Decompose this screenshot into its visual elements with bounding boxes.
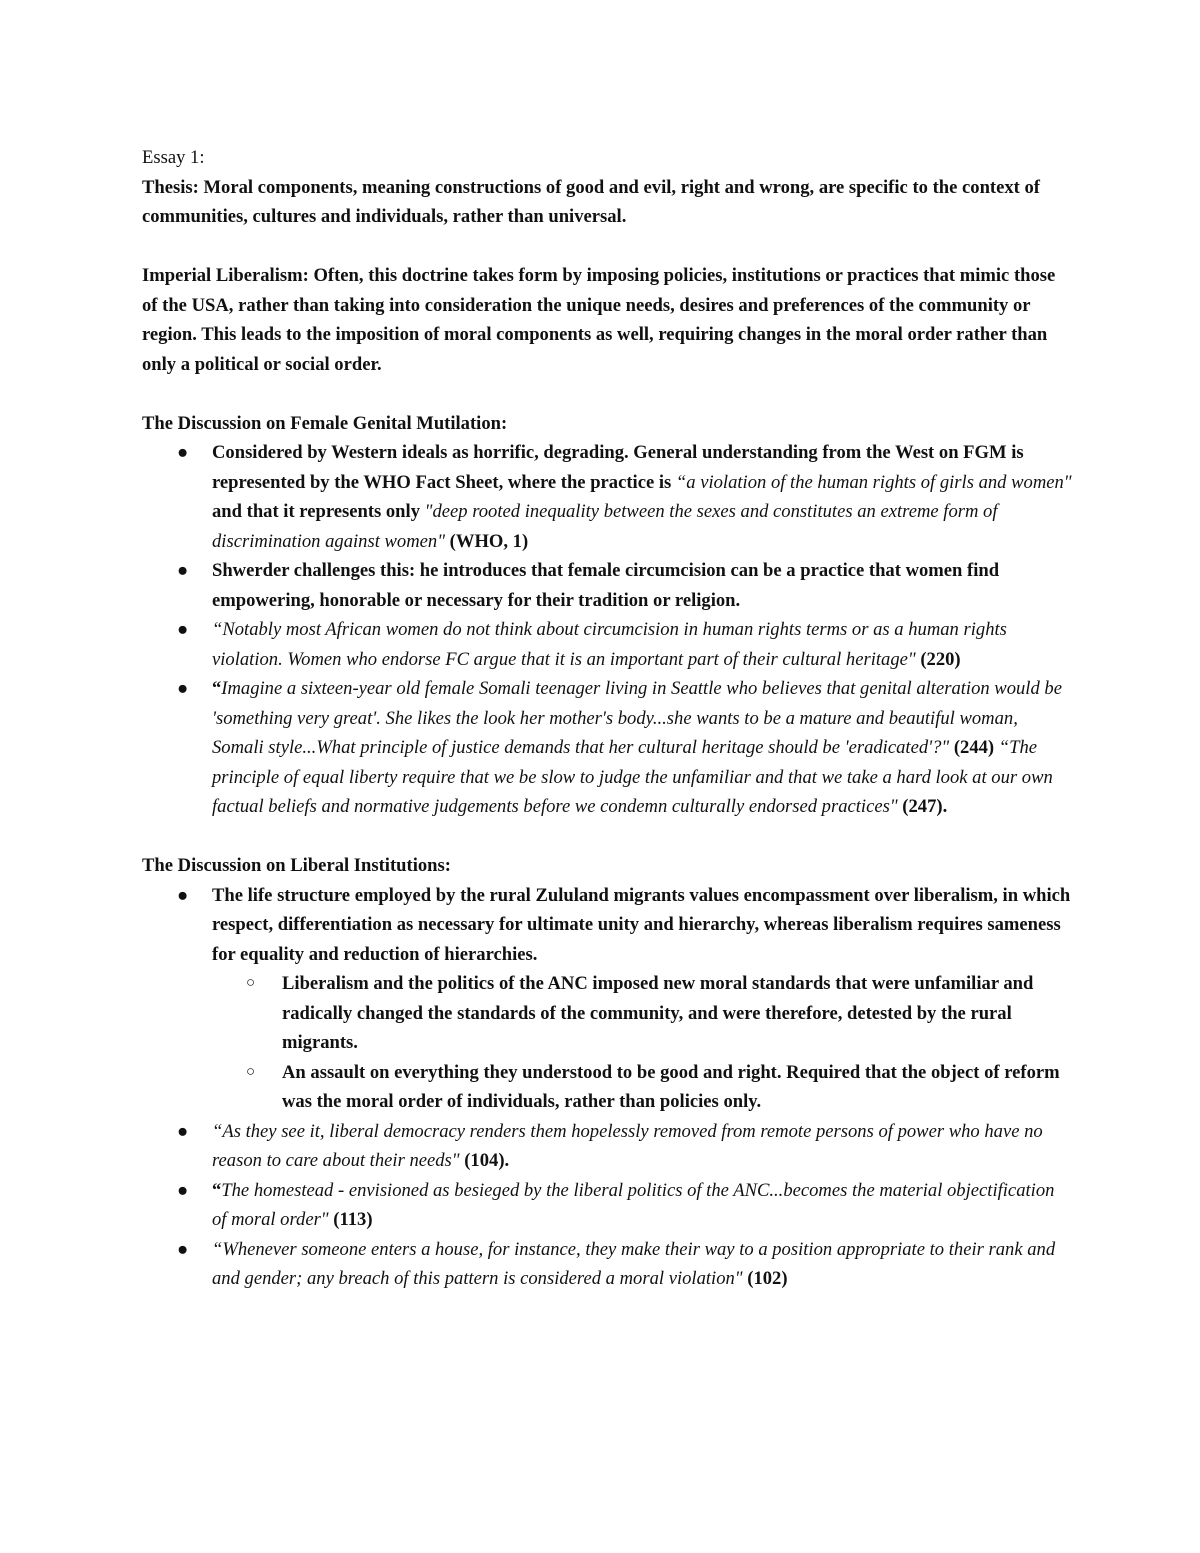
fgm-b4-citation1: (244) — [949, 737, 999, 758]
liberal-b3-open-quote: “ — [212, 1179, 222, 1201]
bullet-icon: ● — [177, 678, 189, 699]
list-item — [142, 1176, 1072, 1235]
list-item — [142, 1235, 1072, 1294]
thesis-paragraph — [142, 173, 1072, 232]
list-item — [142, 438, 1072, 556]
document-page — [142, 143, 1072, 1294]
fgm-b1-quote1: “a violation of the human rights of girls and women" — [675, 471, 1072, 493]
liberal-s1-text: Liberalism and the politics of the ANC imposed new moral standards that were unfamiliar and radically changed the standards of the community, and were therefore, detested by the rural migrants. — [282, 973, 1034, 1053]
bullet-icon: ● — [177, 884, 189, 906]
imperial-text: Often, this doctrine takes form by imposing policies, institutions or practices that mimic those of the USA, rather than taking into consideration the unique needs, desires and preferences of the community or region. This leads to the imposition of moral components as well, requiring changes in the moral order rather than only a political or social order. — [142, 265, 1056, 375]
fgm-b4-quote2: “The principle of equal liberty require that we be slow to judge the unfamiliar and that we take a hard look at our own factual beliefs and normative judgements before we condemn culturally endorsed practices" — [212, 737, 1053, 817]
list-item — [142, 1117, 1072, 1176]
fgm-b1-text1: Considered by Western ideals as horrific, degrading. General understanding from the West on FGM is represented by the WHO Fact Sheet, where the practice is — [212, 442, 1024, 493]
bullet-icon: ● — [177, 619, 189, 640]
fgm-b4-quote1: Imagine a sixteen-year old female Somali teenager living in Seattle who believes that genital alteration would be 'something very great'. She likes the look her mother's body...she wants to be a mature and beautiful woman, Somali style...What principle of justice demands that her cultural heritage should be 'eradicated'?" — [212, 678, 1062, 758]
fgm-b1-citation: (WHO, 1) — [445, 530, 529, 552]
thesis-label: Thesis: — [142, 176, 199, 198]
fgm-b4-open-quote: “ — [212, 678, 222, 699]
liberal-s2-text: An assault on everything they understood to be good and right. Required that the object of reform was the moral order of individuals, rather than policies only. — [282, 1061, 1060, 1112]
fgm-b3-citation: (220) — [915, 648, 961, 670]
list-item — [142, 674, 1072, 822]
liberal-b4-citation: (102) — [742, 1268, 788, 1289]
thesis-text: Moral components, meaning constructions of good and evil, right and wrong, are specific to the context of communities, cultures and individuals, rather than universal. — [142, 176, 1040, 227]
liberal-b3-citation: (113) — [328, 1209, 373, 1230]
fgm-b2-text: Shwerder challenges this: he introduces that female circumcision can be a practice that women find empowering, honorable or necessary for their tradition or religion. — [212, 560, 1000, 611]
fgm-b1-quote2: "deep rooted inequality between the sexes and constitutes an extreme form of discrimination against women" — [212, 501, 998, 552]
list-item — [142, 881, 1072, 970]
sub-list-item — [142, 969, 1072, 1058]
sub-list-item — [142, 1058, 1072, 1117]
imperial-label: Imperial Liberalism: — [142, 265, 309, 286]
liberal-b2-citation: (104). — [459, 1150, 510, 1171]
list-item — [142, 615, 1072, 674]
fgm-b1-text2: and that it represents only — [212, 501, 425, 522]
liberal-b2-quote: “As they see it, liberal democracy renders them hopelessly removed from remote persons of power who have no reason to care about their needs" — [212, 1120, 1043, 1171]
liberal-b3-quote: The homestead - envisioned as besieged by the liberal politics of the ANC...becomes the material objectification of moral order" — [212, 1179, 1055, 1230]
hollow-bullet-icon: ○ — [246, 975, 256, 991]
bullet-icon: ● — [177, 560, 189, 581]
liberal-b1-text: The life structure employed by the rural Zululand migrants values encompassment over liberalism, in which respect, differentiation as necessary for ultimate unity and hierarchy, whereas liberalism requires sameness for equality and reduction of hierarchies. — [212, 884, 1071, 965]
spacer — [142, 232, 1072, 262]
spacer — [142, 822, 1072, 852]
liberal-heading: The Discussion on Liberal Institutions: — [142, 855, 451, 876]
bullet-icon: ● — [177, 1179, 189, 1201]
fgm-bullet-list — [142, 438, 1072, 822]
list-item — [142, 556, 1072, 615]
essay-title: Essay 1: — [142, 147, 205, 168]
hollow-bullet-icon: ○ — [246, 1063, 256, 1080]
liberal-bullet-list — [142, 881, 1072, 1294]
bullet-icon: ● — [177, 1238, 189, 1260]
fgm-b3-quote: “Notably most African women do not think about circumcision in human rights terms or as a human rights violation. Women who endorse FC argue that it is an important part of their cultural heritage" — [212, 619, 1007, 670]
liberal-b4-quote: “Whenever someone enters a house, for instance, they make their way to a position appropriate to their rank and and gender; any breach of this pattern is considered a moral violation" — [212, 1238, 1056, 1289]
fgm-b4-citation2: (247). — [897, 796, 948, 817]
bullet-icon: ● — [177, 1120, 189, 1142]
spacer — [142, 379, 1072, 409]
fgm-heading: The Discussion on Female Genital Mutilation: — [142, 412, 508, 434]
bullet-icon: ● — [177, 442, 189, 463]
imperial-liberalism-paragraph — [142, 261, 1072, 379]
